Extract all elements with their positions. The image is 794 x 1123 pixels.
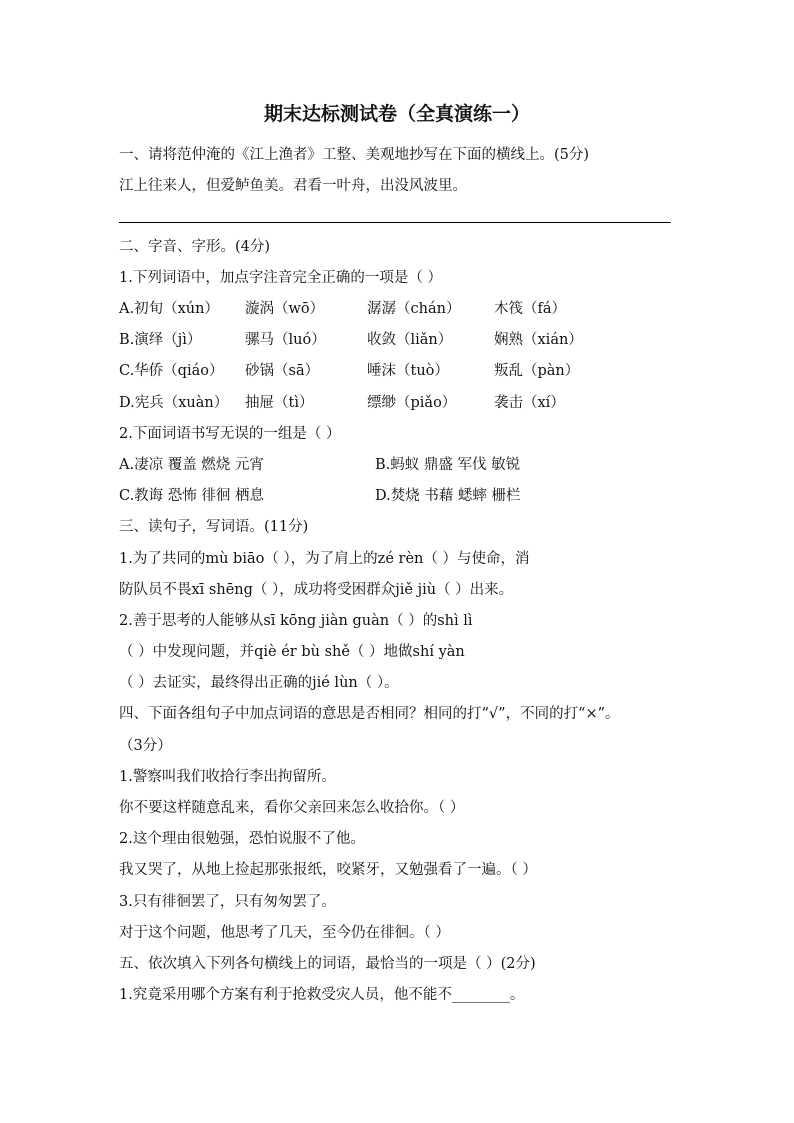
option-2-b: B.蚂蚁 鼎盛 军伐 敏锐: [375, 457, 521, 473]
section-1-heading: 一、请将范仲淹的《江上渔者》工整、美观地抄写在下面的横线上。(5分): [119, 147, 590, 163]
option-a[interactable]: [119, 298, 689, 320]
section-4-heading: 四、下面各组句子中加点词语的意思是否相同？相同的打“√”，不同的打“×”。: [119, 706, 620, 722]
question-2-1: 1.下列词语中，加点字注音完全正确的一项是（ ）: [119, 270, 442, 286]
section-2-heading: 二、字音、字形。(4分): [119, 239, 271, 255]
section-3-line-2: 防队员不畏xī shēng（ ），成功将受困群众jiě jiù（ ）出来。: [119, 582, 514, 598]
option-2-d: D.焚烧 书藉 蟋蟀 栅栏: [375, 488, 521, 504]
option-2-a: A.凄凉 覆盖 燃烧 元宵: [119, 457, 264, 473]
option-a-word-1: A.初旬（xún）: [119, 301, 219, 317]
section-4-line-2: 你不要这样随意乱来，看你父亲回来怎么收拾你。（ ）: [119, 800, 465, 816]
option-row-cd[interactable]: [119, 485, 689, 507]
option-c-word-3: 唾沫（tuò）: [367, 363, 449, 379]
option-d-word-1: D.宪兵（xuàn）: [119, 395, 229, 411]
section-4-line-5: 3.只有徘徊罢了，只有匆匆罢了。: [119, 894, 336, 910]
option-b-word-3: 收敛（liǎn）: [367, 332, 453, 348]
option-b-word-2: 骡马（luó）: [245, 332, 326, 348]
section-3-line-3: 2.善于思考的人能够从sī kōng jiàn guàn（ ）的shì lì: [119, 613, 473, 629]
option-2-c: C.教诲 恐怖 徘徊 栖息: [119, 488, 265, 504]
page-title: 期末达标测试卷（全真演练一）: [263, 103, 530, 125]
option-c[interactable]: [119, 360, 689, 382]
option-c-word-1: C.华侨（qiáo）: [119, 363, 224, 379]
section-4-score: （3分）: [119, 738, 172, 754]
section-3-line-4: （ ）中发现问题，并qiè ér bù shě（ ）地做shí yàn: [119, 644, 465, 660]
section-3-heading: 三、读句子，写词语。(11分): [119, 519, 309, 535]
section-4-line-3: 2.这个理由很勉强，恐怕说服不了他。: [119, 831, 365, 847]
section-3-line-1: 1.为了共同的mù biāo（ ），为了肩上的zé rèn（ ）与使命，消: [119, 551, 530, 567]
question-2-2: 2.下面词语书写无误的一组是（ ）: [119, 426, 341, 442]
section-4-line-1: 1.警察叫我们收拾行李出拘留所。: [119, 769, 336, 785]
section-5-heading: 五、依次填入下列各句横线上的词语，最恰当的一项是（ ）(2分): [119, 956, 536, 972]
option-a-word-2: 漩涡（wō）: [245, 301, 325, 317]
section-3-line-5: （ ）去证实，最终得出正确的jié lùn（ ）。: [119, 675, 399, 691]
poem-text: 江上往来人，但爱鲈鱼美。君看一叶舟，出没风波里。: [119, 178, 467, 194]
option-b[interactable]: [119, 329, 689, 351]
section-5-line-1: 1.究竟采用哪个方案有利于抢救受灾人员，他不能不________。: [119, 987, 525, 1003]
copy-line[interactable]: [119, 222, 671, 223]
option-c-word-2: 砂锅（sā）: [245, 363, 320, 379]
option-d-word-4: 袭击（xí）: [494, 395, 565, 411]
section-4-line-4: 我又哭了，从地上捡起那张报纸，咬紧牙，又勉强看了一遍。（ ）: [119, 862, 537, 878]
option-b-word-4: 娴熟（xián）: [494, 332, 583, 348]
option-b-word-1: B.演绎（jì）: [119, 332, 202, 348]
option-d-word-3: 缥缈（piǎo）: [367, 395, 457, 411]
option-row-ab[interactable]: [119, 454, 689, 476]
option-a-word-3: 潺潺（chán）: [367, 301, 461, 317]
option-a-word-4: 木筏（fá）: [494, 301, 567, 317]
option-d[interactable]: [119, 392, 689, 414]
option-d-word-2: 抽屉（tì）: [245, 395, 314, 411]
option-c-word-4: 叛乱（pàn）: [494, 363, 580, 379]
section-4-line-6: 对于这个问题，他思考了几天，至今仍在徘徊。（ ）: [119, 925, 450, 941]
